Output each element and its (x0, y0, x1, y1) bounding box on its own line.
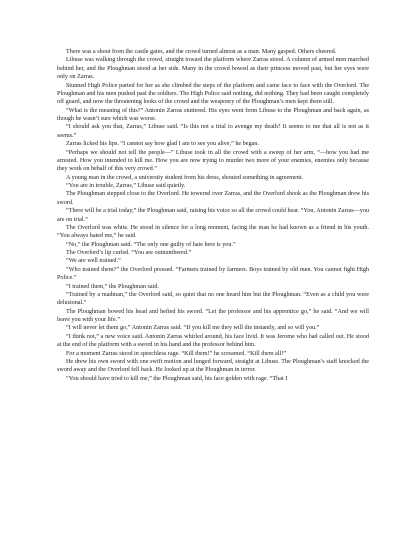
paragraph: “I think not,” a new voice said. Antonin Zarras whirled around, his face livid. It was Jerome who had called out. He stood at the end of the platform with a sword in his hand and the professor behind him. (57, 333, 369, 349)
paragraph: The Ploughman stepped close to the Overlord. He towered over Zarras, and the Overlord shook as the Ploughman drew his sword. (57, 191, 369, 206)
paragraph: Zarras licked his lips. “I cannot say how glad I am to see you alive,” he began. (66, 141, 259, 148)
paragraph: Libuse was walking through the crowd, straight toward the platform where Zarras stood. A column of armed men marched behind her, and the Ploughman stood at her side. Many in the crowd bowed as their princess moved past, but her eyes were only on Zarras. (57, 57, 369, 81)
paragraph: “Who trained them?” the Overlord pressed. “Farmers trained by farmers. Boys trained by old men. You cannot fight High Police.” (57, 266, 369, 282)
paragraph: “There will be a trial today,” the Ploughman said, raising his voice so all the crowd could hear. “You, Antonin Zarras—you are on trial.” (57, 208, 369, 223)
paragraph: A young man in the crowd, a university student from his dress, shouted something in agreement. (66, 174, 304, 181)
paragraph: “You should have tried to kill me,” the Ploughman said, his face golden with rage. “That I (66, 375, 288, 382)
paragraph: “You are in trouble, Zarras,” Libuse said quietly. (66, 183, 186, 189)
paragraph: “I should ask you that, Zarras,” Libuse said. “Is this not a trial to avenge my death? It seems to me that all is not as it seems.” (57, 124, 369, 139)
paragraph: “No,” the Ploughman said. “The only one guilty of hate here is you.” (66, 241, 236, 248)
paragraph: For a moment Zarras stood in speechless rage. “Kill them!” he screamed. “Kill them all!” (66, 350, 286, 357)
paragraph: The Ploughman bowed his head and hefted his sword. “Let the professor and his apprentice go,” he said. “And we will leave you with your life.” (57, 308, 369, 323)
paragraph: “What is the meaning of this?” Antonin Zarras stuttered. His eyes went from Libuse to the Ploughman and back again, as though he wasn’t sure which was worse. (57, 107, 369, 122)
paragraph: He drew his own sword with one swift motion and lunged forward, straight at Libuse. The Ploughman’s staff knocked the sword away and the Overlord fell back. He looked up at the Ploughman in terror. (57, 358, 369, 374)
paragraph: The Overlord’s lip curled. “You are outnumbered.” (66, 250, 192, 256)
paragraph: “I will never let them go,” Antonin Zarras said. “If you kill me they will die instantly, and so will you.” (66, 325, 320, 332)
paragraph: There was a shout from the castle gates, and the crowd turned almost as a man. Many gasped. Others cheered. (66, 49, 337, 55)
paragraph: “I trained them,” the Ploughman said. (66, 283, 159, 290)
paragraph: “We are well trained.” (66, 258, 121, 265)
paragraph: The Overlord was white. He stood in silence for a long moment, facing the man he had known as a friend in his youth. “You always hated me,” he said. (57, 224, 369, 240)
paragraph: “Trained by a madman,” the Overlord said, so quiet that no one heard him but the Ploughman. “Even as a child you were delusional.” (57, 291, 369, 307)
paragraph: Stunned High Police parted for her as she climbed the steps of the platform and came face to face with the Overlord. The Ploughman and his men pushed past the soldiers. The High Police said nothing, did nothing. They had been caught completely off guard, and now the threatening looks of the crowd and the weaponry of the Ploughman’s men kept them still. (57, 82, 369, 106)
book-page-text (57, 48, 369, 383)
paragraph: “Perhaps we should not tell the people—” Libuse took in all the crowd with a sweep of her arm, “—how you had me arrested. How you intended to kill me. How you are now trying to murder two more of your enemies, enemies only because they work on behalf of this very crowd.” (57, 149, 369, 173)
